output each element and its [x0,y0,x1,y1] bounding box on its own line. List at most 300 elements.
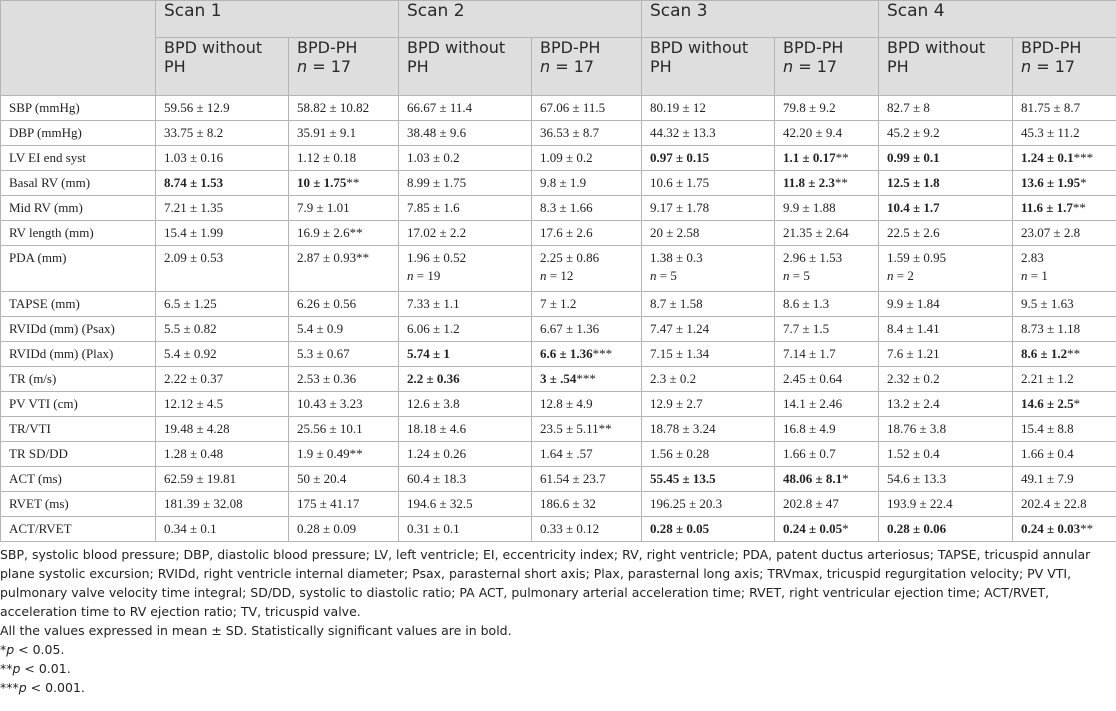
significance-footnote [0,678,1110,697]
table-body [1,96,1116,542]
cell-value: 10.43 ± 3.23 [297,396,363,411]
cell-value: 11.8 ± 2.3 [783,175,835,190]
value-cell [156,317,289,342]
cell-value: 8.99 ± 1.75 [407,175,467,190]
table-row [1,196,1116,221]
cell-value: 1.9 ± 0.49 [297,446,350,461]
cell-value: 2.32 ± 0.2 [887,371,940,386]
cell-value: 8.3 ± 1.66 [540,200,593,215]
cell-value: 45.3 ± 11.2 [1021,125,1080,140]
value-cell [775,392,879,417]
group-label-line: BPD-PH [540,38,601,57]
value-cell [775,517,879,542]
value-cell [289,246,399,292]
value-cell [1013,196,1116,221]
footnote-stars: * [0,642,7,657]
cell-value: 1.28 ± 0.48 [164,446,224,461]
significance-notes [0,640,1110,697]
group-label-line: BPD-PH [783,38,844,57]
value-cell [642,146,775,171]
cell-value: 8.4 ± 1.41 [887,321,940,336]
cell-value: 175 ± 41.17 [297,496,360,511]
value-cell [532,196,642,221]
significance-stars: ** [349,225,363,240]
value-cell [642,367,775,392]
footnote-threshold: < 0.01. [20,661,71,676]
cell-value: 1.66 ± 0.7 [783,446,836,461]
value-cell [532,467,642,492]
cell-value: 13.6 ± 1.95 [1021,175,1081,190]
n-value: 2 [907,268,914,283]
cell-value: 6.67 ± 1.36 [540,321,600,336]
sample-size: n = 12 [540,268,574,283]
value-cell [642,246,775,292]
value-cell [879,146,1013,171]
value-cell [399,121,532,146]
footnote-stars: *** [0,680,19,695]
value-cell [532,342,642,367]
cell-value: 5.3 ± 0.67 [297,346,350,361]
cell-value: 1.52 ± 0.4 [887,446,940,461]
value-cell [1013,492,1116,517]
group-header-bpd-without-ph [156,38,289,96]
value-cell [156,221,289,246]
footnote-stars: ** [0,661,13,676]
cell-value: 67.06 ± 11.5 [540,100,606,115]
cell-value: 1.96 ± 0.52 [407,250,467,265]
cell-value: 181.39 ± 32.08 [164,496,243,511]
cell-value: 61.54 ± 23.7 [540,471,606,486]
cell-value: 1.59 ± 0.95 [887,250,947,265]
value-cell [399,467,532,492]
cell-value: 7 ± 1.2 [540,296,577,311]
value-cell [642,196,775,221]
value-cell [775,196,879,221]
row-label: Basal RV (mm) [1,171,156,196]
group-header-bpd-ph [532,38,642,96]
value-cell [775,146,879,171]
value-cell [156,417,289,442]
cell-value: 1.09 ± 0.2 [540,150,593,165]
cell-value: 12.5 ± 1.8 [887,175,940,190]
table-row [1,392,1116,417]
value-cell [289,196,399,221]
cell-value: 9.9 ± 1.84 [887,296,940,311]
table-row [1,442,1116,467]
value-cell [1013,367,1116,392]
value-cell [399,442,532,467]
value-cell [156,442,289,467]
cell-value: 12.6 ± 3.8 [407,396,460,411]
value-cell [532,317,642,342]
value-cell [289,492,399,517]
value-cell [399,392,532,417]
cell-value: 9.8 ± 1.9 [540,175,587,190]
cell-value: 7.47 ± 1.24 [650,321,710,336]
cell-value: 2.2 ± 0.36 [407,371,460,386]
n-value: 19 [427,268,441,283]
significance-stars: ** [1067,346,1081,361]
row-label: RV length (mm) [1,221,156,246]
value-cell [1013,442,1116,467]
value-cell [775,246,879,292]
scan-header-row [1,1,1116,38]
group-n-value: = 17 [307,57,352,76]
sample-size: n = 5 [650,268,677,283]
cell-value: 16.8 ± 4.9 [783,421,836,436]
value-cell [532,417,642,442]
value-cell [879,517,1013,542]
cell-value: 2.45 ± 0.64 [783,371,843,386]
value-cell [156,196,289,221]
cell-value: 2.09 ± 0.53 [164,250,224,265]
value-cell [642,121,775,146]
value-cell [289,292,399,317]
value-cell [399,146,532,171]
value-cell [156,121,289,146]
value-cell [879,392,1013,417]
group-label-line: BPD without [407,38,506,57]
cell-value: 6.06 ± 1.2 [407,321,460,336]
group-header-row [1,38,1116,96]
significance-stars: ** [1072,200,1086,215]
value-cell [156,517,289,542]
n-symbol: n [540,268,547,283]
group-label-line: BPD without [650,38,749,57]
cell-value: 2.3 ± 0.2 [650,371,697,386]
table-row [1,517,1116,542]
value-cell [879,492,1013,517]
value-cell [399,96,532,121]
significance-stars: ** [834,175,848,190]
significance-footnote [0,640,1110,659]
cell-value: 18.18 ± 4.6 [407,421,467,436]
group-n-symbol: n [297,57,308,76]
cell-value: 14.6 ± 2.5 [1021,396,1074,411]
group-n-symbol: n [540,57,551,76]
value-cell [879,467,1013,492]
row-label: RVIDd (mm) (Psax) [1,317,156,342]
group-n-symbol: n [783,57,794,76]
value-cell [1013,96,1116,121]
footnote-threshold: < 0.05. [14,642,65,657]
value-cell [879,292,1013,317]
cell-value: 66.67 ± 11.4 [407,100,473,115]
value-cell [879,221,1013,246]
value-cell [1013,517,1116,542]
value-cell [532,442,642,467]
scan-header: Scan 3 [642,1,879,38]
n-symbol: n [407,268,414,283]
scan-header: Scan 1 [156,1,399,38]
cell-value: 1.24 ± 0.26 [407,446,467,461]
cell-value: 0.34 ± 0.1 [164,521,217,536]
cell-value: 8.6 ± 1.3 [783,296,830,311]
sample-size: n = 2 [887,268,914,283]
value-cell [879,171,1013,196]
cell-value: 2.87 ± 0.93 [297,250,357,265]
value-cell [879,246,1013,292]
group-label-line: PH [164,57,186,76]
row-label: PV VTI (cm) [1,392,156,417]
cell-value: 19.48 ± 4.28 [164,421,230,436]
significance-stars: *** [576,371,596,386]
value-cell [156,492,289,517]
cell-value: 0.24 ± 0.03 [1021,521,1081,536]
row-label: TAPSE (mm) [1,292,156,317]
cell-value: 44.32 ± 13.3 [650,125,716,140]
value-cell [399,492,532,517]
cell-value: 10.6 ± 1.75 [650,175,710,190]
value-cell [642,417,775,442]
value-cell [289,392,399,417]
value-cell [1013,292,1116,317]
value-cell [775,292,879,317]
cell-value: 2.22 ± 0.37 [164,371,224,386]
value-cell [879,417,1013,442]
table-row [1,367,1116,392]
cell-value: 2.21 ± 1.2 [1021,371,1074,386]
footnote-threshold: < 0.001. [26,680,85,695]
cell-value: 10.4 ± 1.7 [887,200,940,215]
cell-value: 50 ± 20.4 [297,471,347,486]
row-label: TR/VTI [1,417,156,442]
cell-value: 7.9 ± 1.01 [297,200,350,215]
cell-value: 45.2 ± 9.2 [887,125,940,140]
value-cell [532,246,642,292]
value-cell [1013,246,1116,292]
value-cell [399,367,532,392]
value-cell [879,121,1013,146]
value-cell [399,171,532,196]
cell-value: 80.19 ± 12 [650,100,706,115]
cell-value: 6.5 ± 1.25 [164,296,217,311]
value-cell [642,442,775,467]
cell-value: 48.06 ± 8.1 [783,471,843,486]
row-label: RVIDd (mm) (Plax) [1,342,156,367]
group-n-value: = 17 [550,57,595,76]
cell-value: 79.8 ± 9.2 [783,100,836,115]
value-cell [289,171,399,196]
value-cell [399,317,532,342]
cell-value: 55.45 ± 13.5 [650,471,716,486]
significance-stars: *** [1073,150,1094,165]
row-label: ACT (ms) [1,467,156,492]
cell-value: 0.33 ± 0.12 [540,521,600,536]
value-cell [289,317,399,342]
cell-value: 5.5 ± 0.82 [164,321,217,336]
value-cell [642,492,775,517]
group-header-bpd-ph [289,38,399,96]
value-cell [642,171,775,196]
cell-value: 17.02 ± 2.2 [407,225,467,240]
cell-value: 7.85 ± 1.6 [407,200,460,215]
value-cell [289,517,399,542]
cell-value: 5.4 ± 0.9 [297,321,344,336]
cell-value: 1.38 ± 0.3 [650,250,703,265]
value-cell [399,196,532,221]
corner-header-cell [1,1,156,96]
value-cell [879,442,1013,467]
value-cell [879,196,1013,221]
cell-value: 7.6 ± 1.21 [887,346,940,361]
value-cell [1013,146,1116,171]
cell-value: 7.14 ± 1.7 [783,346,836,361]
group-n-value: = 17 [793,57,838,76]
value-cell [642,342,775,367]
value-cell [1013,221,1116,246]
cell-value: 1.64 ± .57 [540,446,593,461]
table-row [1,342,1116,367]
cell-value: 11.6 ± 1.7 [1021,200,1073,215]
n-value: 5 [670,268,677,283]
sample-size: n = 19 [407,268,441,283]
value-cell [1013,417,1116,442]
value-cell [775,467,879,492]
group-label-line: BPD without [164,38,263,57]
significance-stars: * [1080,175,1087,190]
value-cell [156,367,289,392]
n-symbol: n [650,268,657,283]
value-cell [289,417,399,442]
cell-value: 7.15 ± 1.34 [650,346,710,361]
cell-value: 8.7 ± 1.58 [650,296,703,311]
cell-value: 2.83 [1021,250,1044,265]
value-cell [289,121,399,146]
significance-stars: ** [356,250,370,265]
value-cell [399,221,532,246]
significance-stars: * [1073,396,1081,411]
value-cell [399,417,532,442]
table-row [1,246,1116,292]
value-cell [156,392,289,417]
n-symbol: n [783,268,790,283]
cell-value: 60.4 ± 18.3 [407,471,467,486]
footnote-p: p [18,680,27,695]
table-footnotes [0,545,1110,697]
cell-value: 58.82 ± 10.82 [297,100,370,115]
cell-value: 1.24 ± 0.1 [1021,150,1074,165]
group-header-bpd-without-ph [879,38,1013,96]
cell-value: 3 ± .54 [540,371,577,386]
cell-value: 194.6 ± 32.5 [407,496,473,511]
table-row [1,121,1116,146]
row-label: Mid RV (mm) [1,196,156,221]
row-label: TR (m/s) [1,367,156,392]
significance-stars: * [842,521,849,536]
value-cell [1013,317,1116,342]
group-label-line: BPD-PH [297,38,358,57]
cell-value: 0.99 ± 0.1 [887,150,940,165]
footnote-p: p [12,661,21,676]
value-cell [775,492,879,517]
cell-value: 5.74 ± 1 [407,346,450,361]
cell-value: 9.17 ± 1.78 [650,200,710,215]
value-cell [642,467,775,492]
table-row [1,146,1116,171]
significance-stars: * [842,471,849,486]
row-label: ACT/RVET [1,517,156,542]
value-cell [399,246,532,292]
sample-size: n = 5 [783,268,810,283]
cell-value: 8.74 ± 1.53 [164,175,224,190]
value-cell [642,392,775,417]
table-row [1,492,1116,517]
cell-value: 2.25 ± 0.86 [540,250,600,265]
group-label-line: PH [650,57,672,76]
cell-value: 1.1 ± 0.17 [783,150,836,165]
row-label: RVET (ms) [1,492,156,517]
value-cell [532,221,642,246]
scan-header: Scan 4 [879,1,1116,38]
value-cell [775,121,879,146]
cell-value: 12.9 ± 2.7 [650,396,703,411]
group-label-line: PH [407,57,429,76]
scan-header: Scan 2 [399,1,642,38]
significance-footnote [0,659,1110,678]
cell-value: 6.6 ± 1.36 [540,346,593,361]
cell-value: 20 ± 2.58 [650,225,700,240]
cell-value: 12.12 ± 4.5 [164,396,224,411]
cell-value: 1.66 ± 0.4 [1021,446,1074,461]
cell-value: 0.28 ± 0.05 [650,521,710,536]
cell-value: 186.6 ± 32 [540,496,596,511]
value-cell [775,342,879,367]
significance-stars: *** [592,346,613,361]
value-cell [642,292,775,317]
cell-value: 13.2 ± 2.4 [887,396,940,411]
cell-value: 38.48 ± 9.6 [407,125,467,140]
value-cell [399,517,532,542]
cell-value: 8.6 ± 1.2 [1021,346,1068,361]
value-cell [156,292,289,317]
cell-value: 82.7 ± 8 [887,100,930,115]
value-cell [775,317,879,342]
cell-value: 202.4 ± 22.8 [1021,496,1087,511]
significance-stars: ** [349,446,363,461]
table-row [1,417,1116,442]
cell-value: 35.91 ± 9.1 [297,125,357,140]
cell-value: 7.21 ± 1.35 [164,200,224,215]
value-cell [289,467,399,492]
row-label: LV EI end syst [1,146,156,171]
value-cell [532,146,642,171]
value-cell [532,392,642,417]
significance-stars: ** [598,421,612,436]
cell-value: 8.73 ± 1.18 [1021,321,1081,336]
n-symbol: n [887,268,894,283]
cell-value: 18.76 ± 3.8 [887,421,947,436]
cell-value: 2.53 ± 0.36 [297,371,357,386]
n-symbol: n [1021,268,1028,283]
cell-value: 10 ± 1.75 [297,175,347,190]
value-cell [879,367,1013,392]
value-cell [1013,467,1116,492]
cell-value: 1.03 ± 0.16 [164,150,224,165]
cell-value: 1.12 ± 0.18 [297,150,357,165]
cell-value: 0.28 ± 0.06 [887,521,947,536]
value-cell [532,121,642,146]
value-cell [775,221,879,246]
cell-value: 14.1 ± 2.46 [783,396,843,411]
values-note: All the values expressed in mean ± SD. Statistically significant values are in bold. [0,623,512,638]
cell-value: 62.59 ± 19.81 [164,471,237,486]
value-cell [879,342,1013,367]
table-row [1,96,1116,121]
value-cell [642,317,775,342]
value-cell [156,467,289,492]
cell-value: 17.6 ± 2.6 [540,225,593,240]
